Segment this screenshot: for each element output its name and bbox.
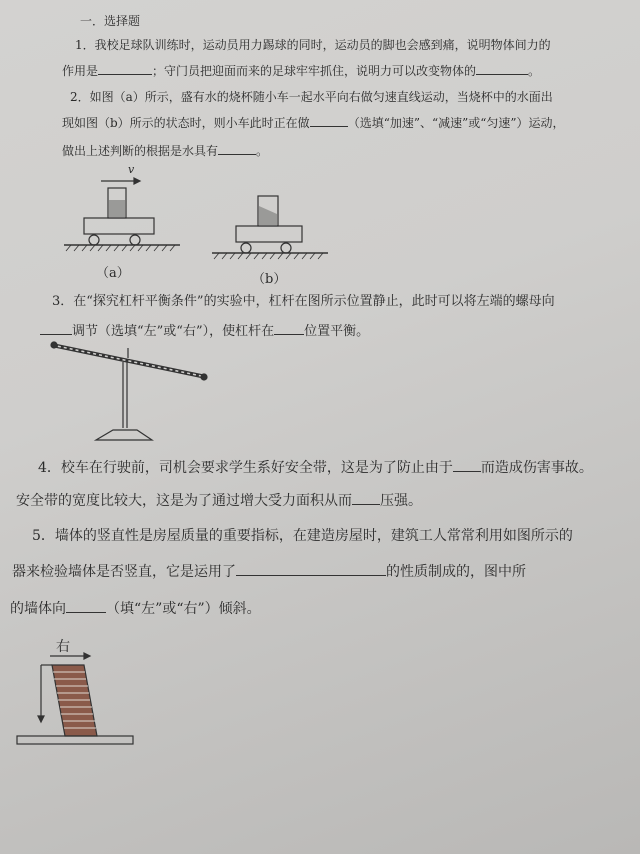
q4-text-a: 4．校车在行驶前，司机会要求学生系好安全带，这是为了防止由于 — [38, 460, 453, 476]
q4-blank-1 — [453, 459, 481, 472]
wheel-a-left — [89, 235, 99, 245]
beaker-a — [108, 188, 126, 218]
q3-text-c: 位置平衡。 — [304, 324, 370, 339]
q4-text-b: 而造成伤害事故。 — [480, 460, 593, 476]
q5-text-c: 的墙体向 — [10, 601, 66, 617]
brick-mortar-lines — [53, 672, 96, 728]
wheel-b-right — [281, 243, 291, 253]
q4-text-d: 压强。 — [380, 493, 422, 509]
q2-line1: 2．如图（a）所示，盛有水的烧杯随小车一起水平向右做匀速直线运动，当烧杯中的水面出 — [70, 90, 553, 104]
q4-text-c: 安全带的宽度比较大，这是为了通过增大受力面积从而 — [16, 493, 352, 509]
q5-text-d: （填“左”或“右”）倾斜。 — [106, 601, 261, 617]
figure-a-caption: （a） — [96, 266, 130, 281]
direction-arrowhead — [84, 653, 90, 659]
q1-text-c: 。 — [528, 64, 541, 78]
q5-text-a: 器来检验墙体是否竖直，它是运用了 — [12, 564, 236, 580]
lever-right-nut — [201, 374, 207, 380]
stand-base — [96, 430, 152, 440]
q1-blank-1 — [98, 62, 152, 75]
q1-text-b: ；守门员把迎面而来的足球牢牢抓住，说明力可以改变物体的 — [152, 64, 477, 78]
q3-line1: 3．在“探究杠杆平衡条件”的实验中，杠杆在图所示位置静止，此时可以将左端的螺母向 — [52, 294, 555, 309]
q2-line3 — [62, 142, 268, 159]
q2-text-c: 做出上述判断的根据是水具有 — [62, 144, 219, 158]
q3-text-b: 调节（选填“左”或“右”），使杠杆在 — [72, 324, 275, 339]
q2-text-b: （选填“加速”、“减速”或“匀速”）运动， — [347, 116, 565, 130]
q5-line3 — [10, 598, 261, 618]
q5-blank-2 — [66, 600, 106, 613]
q3-blank-2 — [274, 322, 304, 335]
figure-b-caption: （b） — [252, 272, 287, 287]
figure-a-cart — [64, 178, 180, 251]
beaker-b — [258, 196, 278, 226]
q1-line2 — [62, 62, 540, 79]
q3-line2 — [40, 320, 369, 339]
cart-body-b — [236, 226, 302, 242]
ground-hatch-b — [214, 253, 323, 259]
q2-blank-2 — [218, 142, 256, 155]
lever-left-nut — [51, 342, 57, 348]
section-title: 一．选择题 — [80, 14, 141, 28]
q5-blank-1 — [236, 563, 386, 576]
wheel-a-right — [130, 235, 140, 245]
cart-body-a — [84, 218, 154, 234]
wheel-b-left — [241, 243, 251, 253]
q2-text-a: 现如图（b）所示的状态时，则小车此时正在做 — [62, 116, 310, 130]
q1-line1: 1．我校足球队训练时，运动员用力踢球的同时，运动员的脚也会感到痛，说明物体间力的 — [75, 38, 551, 52]
floor-slab — [17, 736, 133, 744]
q4-blank-2 — [352, 492, 380, 505]
q2-line2 — [62, 114, 565, 131]
q5-line2 — [12, 561, 526, 581]
q2-text-d: 。 — [256, 144, 269, 158]
ground-hatch-a — [66, 245, 175, 251]
water-a — [109, 200, 125, 217]
water-b — [259, 206, 277, 225]
velocity-label: v — [128, 163, 135, 176]
brick-wall — [52, 665, 97, 736]
q5-text-b: 的性质制成的，图中所 — [386, 564, 526, 580]
q2-blank-1 — [310, 114, 348, 127]
lever-bar — [52, 345, 206, 377]
wall-figure — [17, 653, 133, 744]
q3-blank-1 — [40, 322, 72, 335]
q5-line1: 5．墙体的竖直性是房屋质量的重要指标，在建造房屋时，建筑工人常常利用如图所示的 — [32, 528, 573, 544]
q1-text-a: 作用是 — [62, 64, 99, 78]
q4-line1 — [38, 457, 593, 477]
velocity-arrowhead — [134, 178, 140, 184]
lever-bar-pattern — [52, 345, 206, 377]
q1-blank-2 — [476, 62, 528, 75]
plumb-bob — [38, 716, 44, 722]
lever-figure — [51, 342, 207, 440]
direction-label: 右 — [56, 639, 70, 655]
figure-b-cart — [212, 196, 328, 259]
q4-line2 — [16, 490, 422, 510]
